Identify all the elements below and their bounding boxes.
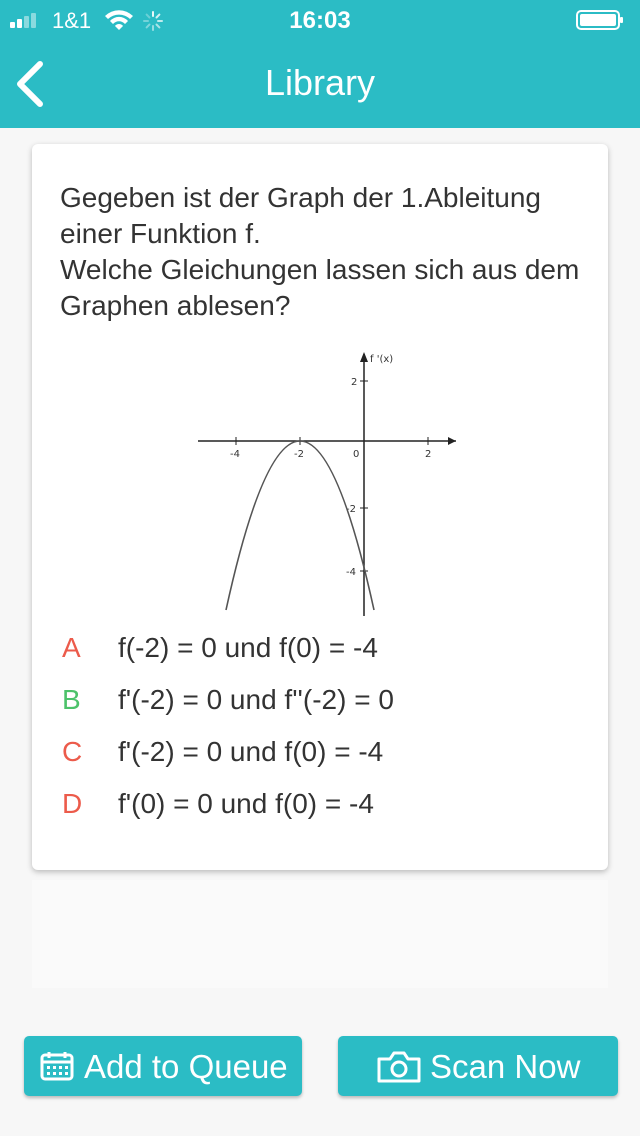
answer-letter: C bbox=[62, 736, 83, 767]
camera-icon bbox=[376, 1051, 422, 1083]
answer-text: f'(0) = 0 und f(0) = -4 bbox=[118, 788, 374, 819]
x-tick-label: 2 bbox=[425, 449, 432, 460]
status-bar bbox=[0, 0, 640, 40]
x-tick-label: -4 bbox=[230, 449, 240, 460]
answer-option-d[interactable] bbox=[62, 788, 582, 840]
carrier-label: 1&1 bbox=[52, 8, 92, 33]
x-tick-label: -2 bbox=[294, 449, 304, 460]
scan-now-label: Scan Now bbox=[430, 1048, 581, 1085]
question-line-2: Welche Gleichungen lassen sich aus dem Graphen ablesen? bbox=[60, 254, 580, 321]
y-tick-label: -2 bbox=[346, 504, 356, 515]
page-title: Library bbox=[264, 62, 376, 103]
battery-icon bbox=[576, 10, 624, 30]
y-axis-label: f '(x) bbox=[370, 354, 394, 365]
y-tick-label: 2 bbox=[351, 377, 358, 388]
scan-now-button[interactable] bbox=[338, 1036, 618, 1096]
add-to-queue-label: Add to Queue bbox=[84, 1048, 288, 1085]
question-line-1: Gegeben ist der Graph der 1.Ableitung einer Funktion f. bbox=[60, 182, 541, 249]
answer-text: f'(-2) = 0 und f''(-2) = 0 bbox=[118, 684, 394, 715]
answer-option-a[interactable] bbox=[62, 632, 582, 684]
header bbox=[0, 0, 640, 128]
empty-area bbox=[32, 880, 608, 988]
x-tick-label: 0 bbox=[353, 449, 360, 460]
y-tick-label: -4 bbox=[346, 567, 356, 578]
answer-letter: D bbox=[62, 788, 83, 819]
question-card bbox=[32, 144, 608, 870]
answer-text: f'(-2) = 0 und f(0) = -4 bbox=[118, 736, 384, 767]
answer-list bbox=[62, 632, 582, 840]
derivative-graph bbox=[198, 348, 458, 616]
calendar-icon bbox=[40, 1051, 74, 1081]
answer-letter: B bbox=[62, 684, 81, 715]
answer-option-c[interactable] bbox=[62, 736, 582, 788]
clock: 16:03 bbox=[289, 7, 351, 34]
answer-letter: A bbox=[62, 632, 81, 663]
answer-option-b[interactable] bbox=[62, 684, 582, 736]
add-to-queue-button[interactable] bbox=[24, 1036, 302, 1096]
answer-text: f(-2) = 0 und f(0) = -4 bbox=[118, 632, 378, 663]
question-text bbox=[60, 180, 580, 324]
derivative-curve bbox=[226, 441, 374, 610]
